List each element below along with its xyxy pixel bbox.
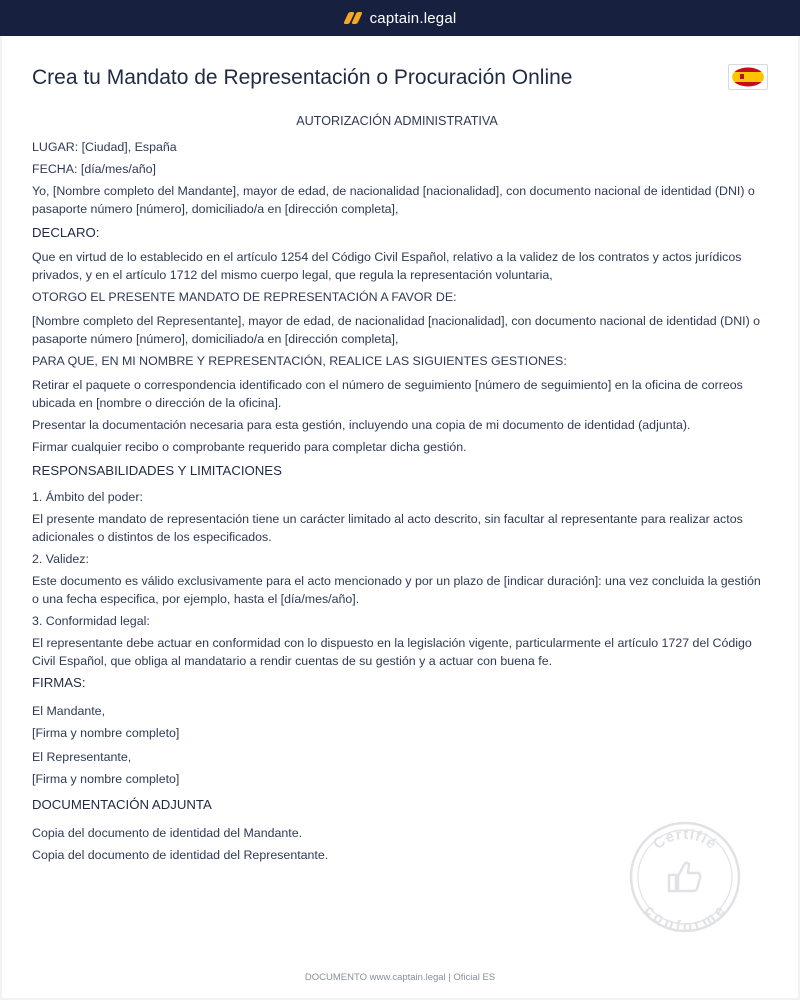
gestion-item: Firmar cualquier recibo o comprobante requerido para completar dicha gestión. xyxy=(32,440,467,454)
gestiones-heading: PARA QUE, EN MI NOMBRE Y REPRESENTACIÓN, REALICE LAS SIGUIENTES GESTIONES: xyxy=(32,354,567,368)
brand-name: captain.legal xyxy=(369,9,457,27)
intro-paragraph: Yo, [Nombre completo del Mandante], mayor de edad, de nacionalidad [nacionalidad], con documento nacional de identidad (DNI) o pasaporte número [número], domiciliado/a en [dirección completa], xyxy=(32,184,755,216)
representante-paragraph: [Nombre completo del Representante], mayor de edad, de nacionalidad [nacionalidad], con documento nacional de identidad (DNI) o pasaporte número [número], domiciliado/a en [dirección completa], xyxy=(32,314,761,346)
spain-flag-icon[interactable] xyxy=(728,64,768,90)
gestion-item: Presentar la documentación necesaria para esta gestión, incluyendo una copia de mi documento de identidad (adjunta). xyxy=(32,418,691,432)
document-heading: AUTORIZACIÓN ADMINISTRATIVA xyxy=(296,114,498,128)
representante-label: El Representante, xyxy=(32,750,132,764)
representante-signature: [Firma y nombre completo] xyxy=(32,772,180,786)
documento-item: Copia del documento de identidad del Mandante. xyxy=(32,826,303,840)
double-slash-logo-icon xyxy=(344,12,362,24)
brand[interactable] xyxy=(344,10,457,27)
documentacion-heading: DOCUMENTACIÓN ADJUNTA xyxy=(32,797,212,812)
documento-item: Copia del documento de identidad del Representante. xyxy=(32,848,329,862)
fecha-line: FECHA: [día/mes/año] xyxy=(32,162,156,176)
validez-heading: 2. Validez: xyxy=(32,552,89,566)
conformidad-paragraph: El representante debe actuar en conformidad con lo dispuesto en la legislación vigente, particularmente el artículo 1727 del Código Civil Español, que obliga al mandatario a rendir cuentas de su gestión y a actuar con buena fe. xyxy=(32,636,752,668)
page-title: Crea tu Mandato de Representación o Procuración Online xyxy=(32,66,573,89)
mandante-signature: [Firma y nombre completo] xyxy=(32,726,180,740)
document-body xyxy=(32,110,762,864)
responsabilidades-heading: RESPONSABILIDADES Y LIMITACIONES xyxy=(32,463,282,478)
certified-stamp xyxy=(628,820,742,934)
conformidad-heading: 3. Conformidad legal: xyxy=(32,614,150,628)
mandante-label: El Mandante, xyxy=(32,704,106,718)
firmas-heading: FIRMAS: xyxy=(32,675,86,690)
footer-text: DOCUMENTO www.captain.legal | Oficial ES xyxy=(304,972,496,983)
document-page xyxy=(2,36,798,998)
thumbs-up-icon xyxy=(669,863,700,891)
gestion-item: Retirar el paquete o correspondencia identificado con el número de seguimiento [número de seguimiento] en la oficina de correos ubicada en [nombre o dirección de la oficina]. xyxy=(32,378,743,410)
ambito-heading: 1. Ámbito del poder: xyxy=(32,490,143,504)
declaro-paragraph: Que en virtud de lo establecido en el artículo 1254 del Código Civil Español, relativo a la validez de los contratos y actos jurídicos privados, y en el artículo 1712 del mismo cuerpo legal, que regula la representación voluntaria, xyxy=(32,250,742,282)
lugar-line: LUGAR: [Ciudad], España xyxy=(32,140,177,154)
otorgo-heading: OTORGO EL PRESENTE MANDATO DE REPRESENTACIÓN A FAVOR DE: xyxy=(32,290,457,304)
declaro-heading: DECLARO: xyxy=(32,225,100,240)
top-bar xyxy=(0,0,800,36)
ambito-paragraph: El presente mandato de representación tiene un carácter limitado al acto descrito, sin facultar al representante para realizar actos adicionales o distintos de los especificados. xyxy=(32,512,743,544)
validez-paragraph: Este documento es válido exclusivamente para el acto mencionado y por un plazo de [indicar duración]: una vez concluida la gestión o una fecha especifica, por ejemplo, hasta el [día/mes/año]. xyxy=(32,574,761,606)
stamp-bottom-text: conforme xyxy=(640,901,730,934)
stamp-top-text: Certifié xyxy=(650,825,721,854)
